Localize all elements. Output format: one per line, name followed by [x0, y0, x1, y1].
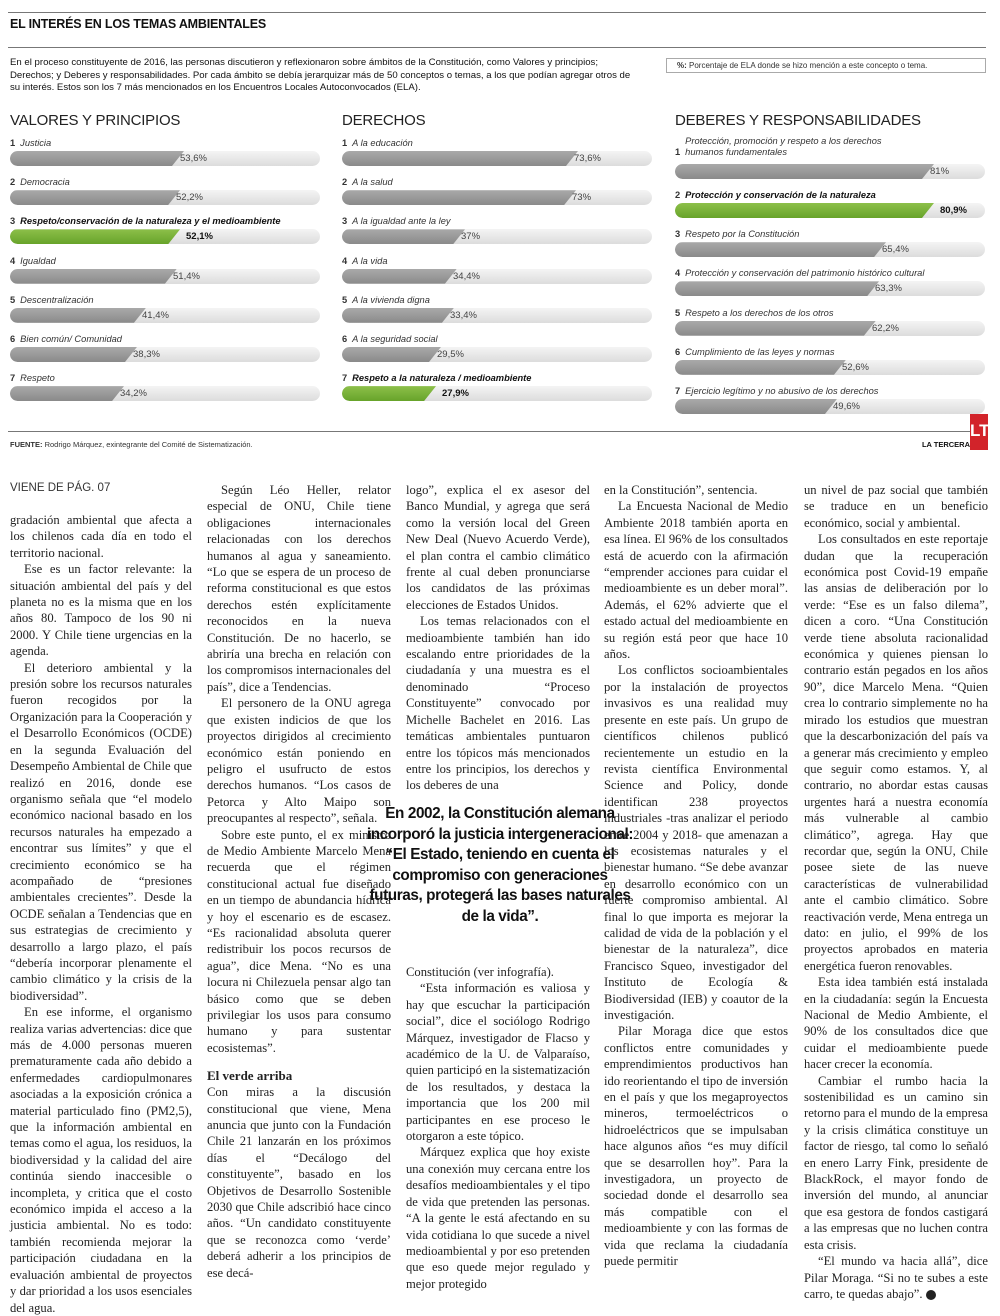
bar-fill	[10, 269, 177, 284]
rank-number: 1	[342, 138, 348, 148]
bar-track	[675, 281, 985, 296]
category-name: Respeto/conservación de la naturaleza y el medioambiente	[20, 216, 281, 227]
highlight-bar-fill	[10, 229, 180, 244]
bar-label	[10, 371, 328, 386]
bar-value: 41,4%	[142, 309, 169, 321]
bar-track	[342, 308, 652, 323]
bar-row	[342, 254, 660, 293]
rank-number: 4	[10, 255, 16, 266]
bar-row	[342, 214, 660, 253]
article-paragraph: La Encuesta Nacional de Medio Ambiente 2018 también aporta en esa línea. El 96% de los consultados está de acuerdo con la afirmación “emprender acciones para cuidar el medioambiente es un deber moral”. Además, el 62% advierte que el estado actual del medioambiente en su región está peor que hace 10 años.	[604, 499, 788, 662]
bar-track	[10, 347, 320, 362]
highlight-bar-fill	[342, 386, 436, 401]
bar-label	[342, 293, 660, 308]
bar-value: 49,6%	[833, 400, 860, 412]
article-paragraph: “El mundo va hacia allá”, dice Pilar Moraga. “Si no te subes a este carro, te quedas abajo”.	[804, 1254, 988, 1301]
source-text: Rodrigo Márquez, exintegrante del Comité de Sistematización.	[44, 440, 253, 449]
highlight-bar-fill	[675, 203, 934, 218]
article-column-4	[604, 482, 788, 1270]
chart-deberes-responsabilidades	[675, 112, 993, 423]
bar-fill	[342, 269, 457, 284]
bar-track	[10, 269, 320, 284]
bar-fill	[675, 399, 837, 414]
article-subhead: El verde arriba	[207, 1068, 293, 1084]
bar-track	[10, 151, 320, 166]
article-column-5	[804, 482, 988, 1302]
bar-value: 53,6%	[180, 153, 207, 164]
rank-number: 2	[342, 177, 348, 188]
article-paragraph: logo”, explica el ex asesor del Banco Mundial, y agrega que será como la versión local del Green New Deal (Nuevo Acuerdo Verde), el plan contra el cambio climático frente al cual deben pronunciarse los candidatos de las próximas elecciones de Estados Unidos.	[406, 483, 590, 612]
rank-number: 3	[675, 229, 681, 240]
chart-title: VALORES Y PRINCIPIOS	[10, 112, 181, 129]
continued-from: VIENE DE PÁG. 07	[10, 482, 111, 494]
article-paragraph: gradación ambiental que afecta a los chilenos cada día en todo el territorio nacional.	[10, 513, 192, 560]
article-paragraph: Con miras a la discusión constitucional que viene, Mena anuncia que junto con la Fundación Chile 21 lanzarán en los próximos días el “Decálogo del constituyente”, basado en los Objetivos de Desarrollo Sostenible 2030 que Chile adscribió hace cinco años. “Un candidato constituyente que se reconozca como ‘verde’ deberá adherir a los principios de ese decá-	[207, 1085, 391, 1280]
bar-fill	[342, 151, 578, 166]
bar-row	[675, 384, 993, 423]
bar-row	[10, 332, 328, 371]
bar-value: 33,4%	[450, 309, 477, 321]
bar-fill	[10, 151, 184, 166]
rank-number: 7	[342, 373, 348, 384]
bar-fill	[342, 347, 441, 362]
bar-label	[342, 332, 660, 347]
bar-track	[342, 386, 652, 401]
category-name: Respeto por la Constitución	[685, 229, 800, 240]
bar-row	[342, 332, 660, 371]
bar-label	[10, 332, 328, 347]
category-name: Descentralización	[20, 294, 94, 305]
bar-fill	[675, 281, 879, 296]
bar-label	[342, 175, 660, 190]
bar-label	[675, 345, 993, 360]
rank-number: 5	[10, 294, 16, 305]
legend-text: Porcentaje de ELA donde se hizo mención a este concepto o tema.	[689, 61, 928, 70]
bar-row	[342, 136, 660, 175]
rank-number: 3	[10, 216, 16, 227]
bar-value: 65,4%	[882, 244, 909, 256]
rank-number: 5	[342, 294, 348, 305]
col2-body-b	[207, 1084, 391, 1281]
chart-derechos	[342, 112, 660, 410]
bar-fill	[342, 308, 454, 323]
category-name: Respeto a la naturaleza / medioambiente	[352, 373, 532, 384]
source-label: FUENTE:	[10, 440, 43, 449]
bar-label	[675, 136, 993, 164]
category-name: Democracia	[20, 177, 70, 188]
rank-number: 1	[675, 147, 681, 157]
bar-fill	[10, 347, 137, 362]
bar-value: 34,2%	[120, 388, 147, 400]
article-paragraph: Pilar Moraga dice que estos conflictos entre comunidades y emprendimientos productivos han ido reorientando el tipo de inversión en el país y que los megaproyectos mineros, termoeléctricos o hidroeléctricos que se impulsaban hace algunos años “es muy difícil que se desarrollen hoy”. Para la investigadora, un proyecto de sociedad donde el desarrollo sea más compatible con el medioambiente y con las formas de vida que reclama la ciudadanía puede permitir	[604, 1024, 788, 1269]
pull-quote: En 2002, la Constitución alemana incorporó la justicia intergeneracional: “El Estado, teniendo en cuenta el compromiso con generaciones futuras, protegerá las bases naturales de la vida”.	[366, 805, 634, 925]
col2-body	[207, 482, 391, 1056]
bar-track	[342, 229, 652, 244]
bar-track	[342, 190, 652, 205]
bar-label	[675, 306, 993, 321]
bar-row	[675, 306, 993, 345]
bar-label	[675, 384, 993, 399]
infographic-title: EL INTERÉS EN LOS TEMAS AMBIENTALES	[10, 17, 266, 31]
bar-row	[10, 293, 328, 332]
article-paragraph: Márquez explica que hoy existe una conexión muy cercana entre los desafíos medioambientales y el tipo de vida que pretenden las personas. “A la gente le está afectando en su vida cotidiana lo que sucede a nivel medioambiental y por eso pretenden que eso quede mejor regulado y mejor protegido	[406, 1145, 590, 1291]
article-column-1	[10, 512, 192, 1316]
rank-number: 1	[10, 138, 16, 148]
bar-fill	[675, 164, 934, 179]
category-name: A la seguridad social	[352, 333, 438, 344]
category-name: Bien común/ Comunidad	[20, 333, 122, 344]
bar-track	[675, 321, 985, 336]
article-paragraph: Constitución (ver infografía).	[406, 965, 554, 979]
category-name: A la vida	[352, 255, 388, 266]
bar-track	[675, 399, 985, 414]
percent-legend	[666, 58, 986, 73]
bar-value: 29,5%	[437, 348, 464, 360]
source-note	[10, 440, 253, 449]
article-paragraph: Según Léo Heller, relator especial de ONU, Chile tiene obligaciones internacionales relacionadas con los derechos humanos al agua y saneamiento. “Lo que se espera de un proceso de reforma constitucional es que estos derechos estén explícitamente reconocidos en la nueva Constitución. De no hacerlo, se abriría una brecha en relación con los compromisos internacionales del país”, dice a Tendencias.	[207, 483, 391, 694]
rank-number: 4	[675, 268, 681, 279]
bar-label	[10, 136, 328, 151]
bar-label	[10, 175, 328, 190]
bar-track	[342, 347, 652, 362]
bar-label	[342, 214, 660, 229]
bar-label	[675, 266, 993, 281]
bar-row	[10, 136, 328, 175]
bar-fill	[675, 360, 846, 375]
bar-value: 80,9%	[940, 205, 967, 216]
article-paragraph: El deterioro ambiental y la presión sobre los recursos naturales fueron recogidos por la Organización para la Cooperación y el Desarrollo Económicos (OCDE) en la segunda Evaluación del Desempeño Ambiental de Chile que realizó en 2016, donde ese organismo señala que “el modelo económico nacional basado en los recursos naturales ha empezado a encontrar sus límites” y que el crecimiento económico se ha acompañado de “presiones ambientales crecientes”. Desde la OCDE señalan a Tendencias que en sus estrategias de crecimiento y desarrollo a largo plazo, el país “debería incorporar plenamente el cambio climático y la crisis de la biodiversidad”.	[10, 660, 192, 1003]
category-name: Protección y conservación de la naturaleza	[685, 190, 876, 200]
bar-row	[675, 136, 993, 188]
bar-value: 63,3%	[875, 283, 902, 295]
bar-row	[342, 371, 660, 410]
bar-value: 52,1%	[186, 231, 213, 243]
category-name: A la educación	[352, 138, 413, 148]
category-name: Protección, promoción y respeto a los derechos humanos fundamentales	[685, 136, 882, 157]
rank-number: 4	[342, 255, 348, 266]
article-paragraph: Los temas relacionados con el medioambiente también han ido escalando entre prioridades de la ciudadanía y una muestra es el denominado “Proceso Constituyente” convocado por Michelle Bachelet en 2016. Las temáticas ambientales puntuaron entre los tópicos más mencionados entre los principios, los derechos y los deberes de una	[406, 614, 590, 793]
bar-value: 27,9%	[442, 388, 469, 400]
rank-number: 2	[10, 177, 16, 188]
bar-fill	[675, 321, 876, 336]
brand-name: LA TERCERA	[921, 440, 970, 449]
bar-row	[10, 254, 328, 293]
rank-number: 7	[10, 373, 16, 384]
rank-number: 6	[10, 333, 16, 344]
bar-row	[675, 227, 993, 266]
bar-value: 37%	[461, 231, 481, 243]
bar-row	[675, 266, 993, 305]
bar-track	[10, 386, 320, 401]
article-paragraph: “Esta información es valiosa y hay que escuchar la participación social”, dice el sociólogo Rodrigo Márquez, investigador de Flacso y académico de la U. de Valparaíso, quien participó en la sistematización de los resultados, y destaca la importancia que los 200 mil participantes en ese proceso le otorgaron a este tópico.	[406, 981, 590, 1144]
bar-fill	[342, 229, 465, 244]
bar-value: 62,2%	[872, 322, 899, 334]
rank-number: 7	[675, 385, 681, 396]
rank-number: 6	[342, 333, 348, 344]
bar-value: 38,3%	[133, 348, 160, 360]
bar-row	[10, 175, 328, 214]
article-paragraph: Sobre este punto, el ex ministro de Medio Ambiente Marcelo Mena recuerda que el régimen constitucional actual fue diseñado en un tiempo de abundancia hídrica y hoy el escenario es de escasez. “Es racionalidad absoluta querer redistribuir los pocos recursos de agua”, dice Mena. “No es una locura ni Chilezuela pensar algo tan básico como que se deben privilegiar los usos para consumo humano y para sustentar ecosistemas”.	[207, 827, 391, 1055]
end-of-article-icon	[926, 1290, 936, 1300]
article-column-3a	[406, 482, 590, 794]
infographic-intro: En el proceso constituyente de 2016, las personas discutieron y reflexionaron sobre ámbitos de la Constitución, como Valores y principios; Derechos; y Deberes y responsabilidades. Por cada ámbito se debía jerarquizar más de 50 conceptos o temas, a los que podían agregar otros de su interés. Estos son los 7 más mencionados en los Encuentros Locales Autoconvocados (ELA).	[10, 57, 631, 94]
bar-label	[10, 293, 328, 308]
category-name: Respeto	[20, 373, 55, 384]
bar-value: 52,6%	[842, 361, 869, 373]
article-paragraph: en la Constitución”, sentencia.	[604, 483, 758, 497]
bar-fill	[675, 242, 886, 257]
rank-number: 3	[342, 216, 348, 227]
article-column-3b	[406, 964, 590, 1292]
bar-track	[10, 308, 320, 323]
bar-value: 73%	[572, 192, 592, 204]
bar-row	[675, 345, 993, 384]
category-name: Cumplimiento de las leyes y normas	[685, 346, 835, 357]
bar-track	[675, 164, 985, 179]
bar-row	[342, 293, 660, 332]
chart-title: DERECHOS	[342, 112, 426, 129]
article-paragraph: Cambiar el rumbo hacia la sostenibilidad es un camino sin retorno para el mundo de la empresa y la crisis climática constituye un factor de riesgo, tal como lo señaló en enero Larry Fink, presidente de BlackRock, el mayor fondo de inversión del mundo, al anunciar que esa gestora de fondos castigará a las empresas que no luchen contra esta crisis.	[804, 1073, 988, 1252]
bar-label	[10, 254, 328, 269]
bar-row	[10, 214, 328, 253]
category-name: A la vivienda digna	[352, 294, 430, 305]
category-name: A la igualdad ante la ley	[352, 216, 451, 227]
bar-row	[675, 188, 993, 227]
article-paragraph: Ese es un factor relevante: la situación ambiental del país y del planeta no es la misma que en los años 80. Tampoco de los 90 ni 2000. Y Chile tiene urgencias en la agenda.	[10, 562, 192, 659]
la-tercera-logo: LT	[970, 414, 988, 450]
bar-track	[675, 360, 985, 375]
bar-track	[342, 151, 652, 166]
bar-track	[10, 190, 320, 205]
bar-value: 73,6%	[574, 153, 601, 164]
bar-fill	[10, 386, 124, 401]
article-paragraph: Los conflictos socioambientales por la instalación de proyectos invasivos es una realidad muy presente en este país. Un grupo de científicos chilenos publicó recientemente un estudio en la revista científica Environmental Science and Policy, donde identifican 238 proyectos industriales -tras analizar el periodo entre 2004 y 2018- que amenazan a los ecosistemas naturales y el bienestar humano. “Se debe avanzar en desarrollo económico con un fuerte compromiso ambiental. Al final lo que importa es mejorar la calidad de vida de la población y el bienestar de la naturaleza”, dice Francisco Squeo, investigador del Instituto de Ecología & Biodiversidad (IEB) y coautor de la investigación.	[604, 663, 788, 1022]
bar-track	[675, 203, 985, 218]
rank-number: 5	[675, 307, 681, 318]
bar-fill	[10, 190, 180, 205]
rank-number: 2	[675, 190, 681, 200]
bar-fill	[342, 190, 576, 205]
bar-value: 52,2%	[176, 192, 203, 204]
title-rule	[8, 47, 986, 48]
bar-label	[675, 188, 993, 203]
category-name: Protección y conservación del patrimonio histórico cultural	[685, 268, 925, 279]
rank-number: 6	[675, 346, 681, 357]
article-paragraph: Esta idea también está instalada en la ciudadanía: según la Encuesta Nacional de Medio Ambiente, el 90% de los consultados dice que cuidar el medioambiente puede hacer crecer la economía.	[804, 975, 988, 1072]
bar-row	[10, 371, 328, 410]
category-name: A la salud	[352, 177, 393, 188]
legend-key: %:	[677, 61, 687, 70]
bar-track	[342, 269, 652, 284]
bar-label	[342, 371, 660, 386]
chart-valores-principios	[10, 112, 328, 410]
category-name: Justicia	[20, 138, 52, 148]
bar-fill	[10, 308, 146, 323]
article-paragraph: Los consultados en este reportaje dudan que la recuperación económica post Covid-19 empañe las ansias de deliberación por lo verde: “Ese es un falso dilema”, dicen a coro. “Una Constitución verde tiene absoluta racionalidad económica y quienes piensan lo contrario están pegados en los años 90”, dice Marcelo Mena. “Quien crea lo contrario simplemente no ha mirado los estudios que muestran que la descarbonización del país va a generar más crecimiento y empleo que seguir como estamos. Y, al contrario, no abordar estas causas urgentes hará a nuestra economía más vulnerable al cambio climático”, agrega. Hay que recordar que, según la ONU, Chile posee siete de las nueve características de vulnerabilidad ante el cambio climático. Sobre reactivación verde, Mena entrega un dato: en julio, el 99% de los proyectos aprobados en materia energética fueron renovables.	[804, 532, 988, 973]
bar-track	[10, 229, 320, 244]
chart-title: DEBERES Y RESPONSABILIDADES	[675, 112, 921, 129]
bar-value: 34,4%	[453, 270, 480, 282]
bar-label	[10, 214, 328, 229]
category-name: Igualdad	[20, 255, 56, 266]
bar-row	[342, 175, 660, 214]
bar-label	[342, 136, 660, 151]
footer-rule	[8, 431, 986, 432]
article-paragraph: El personero de la ONU agrega que existen indicios de que los proyectos dirigidos al crecimiento económico están poniendo en peligro el usufructo de estos derechos humanos. “Los casos de Petorca y Alto Maipo son preocupantes al respecto”, señala.	[207, 696, 391, 826]
category-name: Ejercicio legítimo y no abusivo de los derechos	[685, 385, 879, 396]
category-name: Respeto a los derechos de los otros	[685, 307, 834, 318]
bar-label	[675, 227, 993, 242]
article-paragraph: un nivel de paz social que también se traduce en un beneficio económico, social y ambiental.	[804, 483, 988, 530]
bar-track	[675, 242, 985, 257]
top-rule	[8, 12, 986, 13]
bar-value: 81%	[930, 166, 950, 177]
bar-value: 51,4%	[173, 270, 200, 282]
bar-label	[342, 254, 660, 269]
article-paragraph: En ese informe, el organismo realiza varias advertencias: dice que más de 4.000 personas mueren prematuramente cada año debido a enfermedades cardiopulmonares asociadas a la exposición crónica a material particulado fino (PM2,5), que la información ambiental en temas como el agua, los residuos, la biodiversidad y la calidad del aire continúa siendo inaccesible o incompleta, y critica que el costo económico impida el acceso a la justicia ambiental. No es todo: también recomienda mejorar la participación ciudadana en la evaluación ambiental de proyectos y dar prioridad a los usos esenciales del agua.	[10, 1005, 192, 1315]
